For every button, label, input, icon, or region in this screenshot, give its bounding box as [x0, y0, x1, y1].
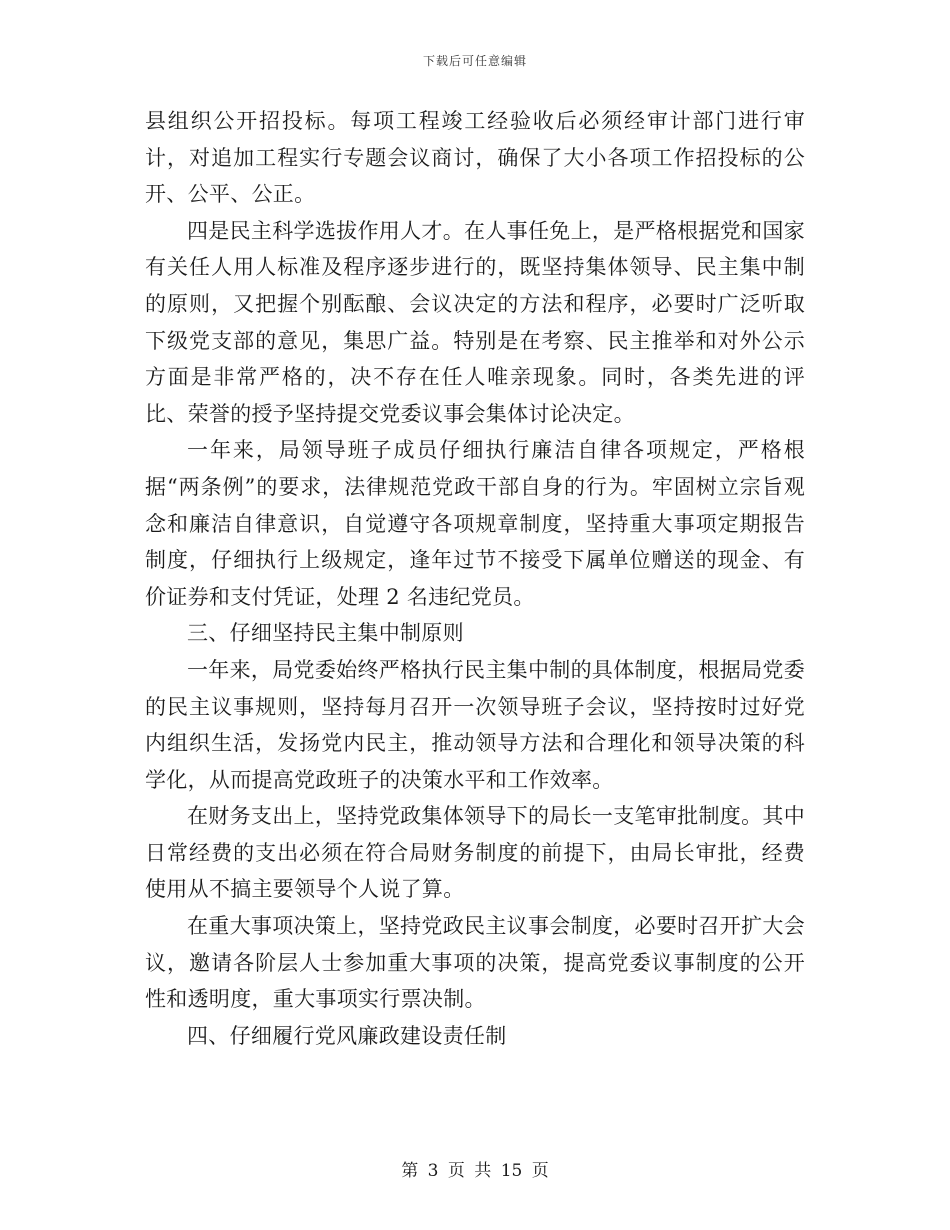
paragraph: 一年来，局党委始终严格执行民主集中制的具体制度，根据局党委的民主议事规则，坚持每月召开一次领导班子会议，坚持按时过好党内组织生活，发扬党内民主，推动领导方法和合理化和领导决策的科学化，从而提高党政班子的决策水平和工作效率。	[145, 657, 805, 792]
page-header: 下载后可任意编辑	[422, 54, 527, 68]
paragraph: 一年来，局领导班子成员仔细执行廉洁自律各项规定，严格根据“两条例”的要求，法律规范党政干部自身的行为。牢固树立宗旨观念和廉洁自律意识，自觉遵守各项规章制度，坚持重大事项定期报告制度，仔细执行上级规定，逢年过节不接受下属单位赠送的现金、有价证券和支付凭证，处理 2 名违纪党员。	[145, 438, 805, 609]
page-footer: 第 3 页 共 15 页	[401, 1161, 549, 1181]
paragraph: 四是民主科学选拔作用人才。在人事任免上，是严格根据党和国家有关任人用人标准及程序逐步进行的，既坚持集体领导、民主集中制的原则，又把握个别酝酿、会议决定的方法和程序，必要时广泛听取下级党支部的意见，集思广益。特别是在考察、民主推举和对外公示方面是非常严格的，决不存在任人唯亲现象。同时，各类先进的评比、荣誉的授予坚持提交党委议事会集体讨论决定。	[145, 218, 805, 426]
paragraph: 在财务支出上，坚持党政集体领导下的局长一支笔审批制度。其中日常经费的支出必须在符合局财务制度的前提下，由局长审批，经费使用从不搞主要领导个人说了算。	[145, 804, 805, 902]
section-heading: 四、仔细履行党风廉政建设责任制	[187, 1023, 507, 1048]
section-heading: 三、仔细坚持民主集中制原则	[187, 621, 464, 646]
document-body	[145, 103, 805, 1054]
paragraph: 县组织公开招投标。每项工程竣工经验收后必须经审计部门进行审计，对追加工程实行专题会议商讨，确保了大小各项工作招投标的公开、公平、公正。	[145, 109, 805, 207]
paragraph: 在重大事项决策上，坚持党政民主议事会制度，必要时召开扩大会议，邀请各阶层人士参加重大事项的决策，提高党委议事制度的公开性和透明度，重大事项实行票决制。	[145, 914, 805, 1012]
